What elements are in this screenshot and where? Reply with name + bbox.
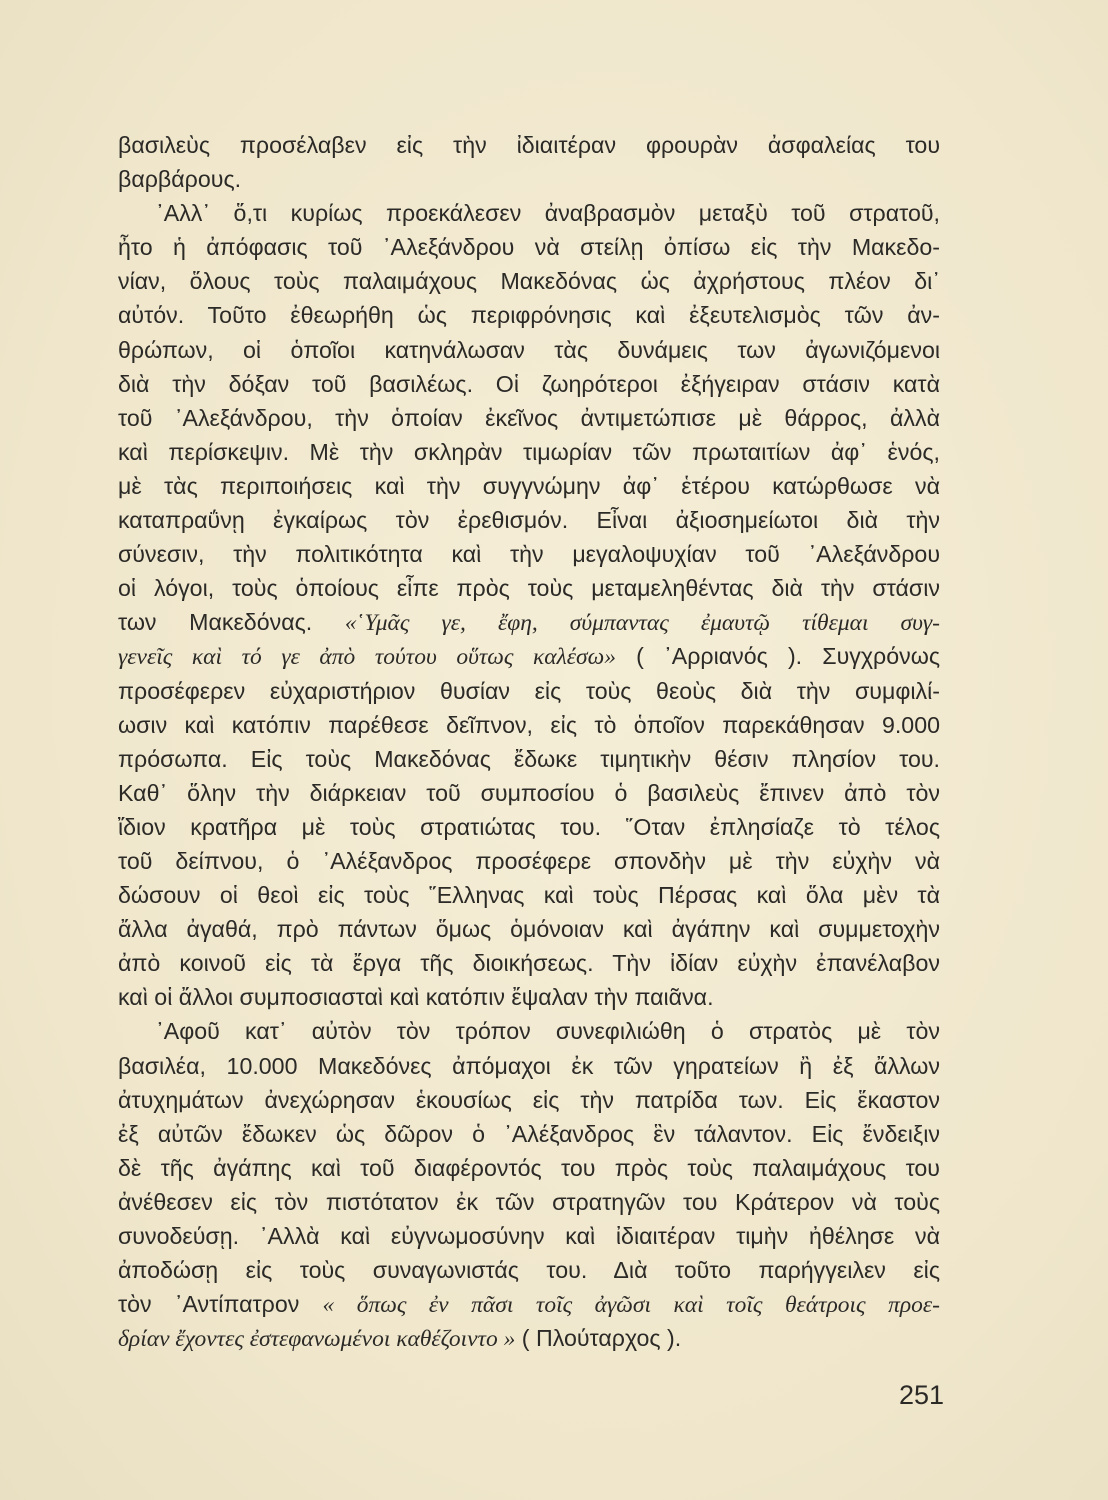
text-line-with-quote (118, 1287, 940, 1321)
text-segment: των Μακεδόνας. (118, 609, 345, 636)
plutarch-quote: δρίαν ἔχοντες ἐστεφανωμένοι καθέζοιντο » (118, 1326, 516, 1353)
text-segment: ( ᾿Αρριανός ). Συγχρόνως (615, 643, 940, 670)
text-line: δὲ τῆς ἀγάπης καὶ τοῦ διαφέροντός του πρὸς τοὺς παλαιμάχους του (118, 1154, 940, 1181)
text-line: καταπραΰνῃ ἐγκαίρως τὸν ἐρεθισμόν. Εἶναι ἀξιοσημείωτοι διὰ τὴν (118, 507, 940, 534)
text-line: αὐτόν. Τοῦτο ἐθεωρήθη ὡς περιφρόνησις καὶ ἐξευτελισμὸς τῶν ἀν- (118, 302, 940, 329)
text-segment: τὸν ᾿Αντίπατρον (118, 1291, 323, 1318)
text-line: ἦτο ἡ ἀπόφασις τοῦ ᾿Αλεξάνδρου νὰ στείλῃ ὀπίσω εἰς τὴν Μακεδο- (118, 234, 940, 261)
text-line: βασιλέα, 10.000 Μακεδόνες ἀπόμαχοι ἐκ τῶν γηρατείων ἢ ἐξ ἄλλων (118, 1052, 940, 1079)
paragraph-start: ᾿Αφοῦ κατ᾿ αὐτὸν τὸν τρόπον συνεφιλιώθη ὁ στρατὸς μὲ τὸν (156, 1018, 940, 1045)
text-line: πρόσωπα. Εἰς τοὺς Μακεδόνας ἔδωκε τιμητικὴν θέσιν πλησίον του. (118, 745, 940, 772)
text-line: βαρβάρους. (118, 166, 242, 193)
arrian-quote: γενεῖς καὶ τό γε ἀπὸ τούτου οὕτως καλέσω» (118, 644, 616, 671)
text-line: νίαν, ὅλους τοὺς παλαιμάχους Μακεδόνας ὡς ἀχρήστους πλέον δι᾿ (118, 268, 940, 295)
text-line: συνοδεύσῃ. ᾿Αλλὰ καὶ εὐγνωμοσύνην καὶ ἰδιαιτέραν τιμὴν ἠθέλησε νὰ (118, 1223, 940, 1249)
text-line: δώσουν οἱ θεοὶ εἰς τοὺς ῞Ελληνας καὶ τοὺς Πέρσας καὶ ὅλα μὲν τὰ (118, 882, 940, 909)
text-line: ἀτυχημάτων ἀνεχώρησαν ἑκουσίως εἰς τὴν πατρίδα των. Εἰς ἕκαστον (118, 1086, 940, 1113)
text-line: ἀποδώσῃ εἰς τοὺς συναγωνιστάς του. Διὰ τοῦτο παρήγγειλεν εἰς (118, 1257, 940, 1284)
text-line: θρώπων, οἱ ὁποῖοι κατηνάλωσαν τὰς δυνάμεις των ἀγωνιζόμενοι (118, 336, 940, 363)
text-line: τοῦ ᾿Αλεξάνδρου, τὴν ὁποίαν ἐκεῖνος ἀντιμετώπισε μὲ θάρρος, ἀλλὰ (118, 404, 940, 431)
text-line: καὶ περίσκεψιν. Μὲ τὴν σκληρὰν τιμωρίαν τῶν πρωταιτίων ἀφ᾿ ἑνός, (118, 438, 940, 465)
body-text (118, 128, 940, 1355)
text-line: ἀνέθεσεν εἰς τὸν πιστότατον ἐκ τῶν στρατηγῶν του Κράτερον νὰ τοὺς (118, 1188, 940, 1215)
text-line: διὰ τὴν δόξαν τοῦ βασιλέως. Οἱ ζωηρότεροι ἐξήγειραν στάσιν κατὰ (118, 370, 940, 397)
text-line-with-quote (118, 1321, 940, 1355)
text-line: ἀπὸ κοινοῦ εἰς τὰ ἔργα τῆς διοικήσεως. Τὴν ἰδίαν εὐχὴν ἐπανέλαβον (118, 950, 940, 977)
text-line: προσέφερεν εὐχαριστήριον θυσίαν εἰς τοὺς θεοὺς διὰ τὴν συμφιλί- (118, 677, 940, 704)
arrian-quote: «῾Υμᾶς γε, ἔφη, σύμπαντας ἐμαυτῷ τίθεμαι συγ- (344, 610, 941, 637)
text-line-with-quote (118, 639, 940, 673)
text-segment: ( Πλούταρχος ). (515, 1325, 682, 1352)
plutarch-quote: « ὅπως ἐν πᾶσι τοῖς ἀγῶσι καὶ τοῖς θεάτροις προε- (322, 1292, 941, 1319)
text-line: ἄλλα ἀγαθά, πρὸ πάντων ὅμως ὁμόνοιαν καὶ ἀγάπην καὶ συμμετοχὴν (118, 916, 940, 943)
text-line: τοῦ δείπνου, ὁ ᾿Αλέξανδρος προσέφερε σπονδὴν μὲ τὴν εὐχὴν νὰ (118, 847, 940, 874)
text-line: ωσιν καὶ κατόπιν παρέθεσε δεῖπνον, εἰς τὸ ὁποῖον παρεκάθησαν 9.000 (118, 711, 940, 738)
paragraph-start: ᾿Αλλ᾿ ὅ,τι κυρίως προεκάλεσεν ἀναβρασμὸν μεταξὺ τοῦ στρατοῦ, (156, 200, 940, 227)
text-line-with-quote (118, 605, 940, 639)
text-line: ἴδιον κρατῆρα μὲ τοὺς στρατιώτας του. ῞Οταν ἐπλησίαζε τὸ τέλος (118, 813, 940, 840)
text-line: ἐξ αὐτῶν ἔδωκεν ὡς δῶρον ὁ ᾿Αλέξανδρος ἓν τάλαντον. Εἰς ἔνδειξιν (118, 1120, 940, 1147)
text-line: βασιλεὺς προσέλαβεν εἰς τὴν ἰδιαιτέραν φρουρὰν ἀσφαλείας του (118, 132, 940, 158)
text-line: μὲ τὰς περιποιήσεις καὶ τὴν συγγνώμην ἀφ᾿ ἑτέρου κατώρθωσε νὰ (118, 472, 940, 499)
text-line: σύνεσιν, τὴν πολιτικότητα καὶ τὴν μεγαλοψυχίαν τοῦ ᾿Αλεξάνδρου (118, 541, 940, 568)
text-line: οἱ λόγοι, τοὺς ὁποίους εἶπε πρὸς τοὺς μεταμεληθέντας διὰ τὴν στάσιν (118, 575, 940, 602)
text-line: καὶ οἱ ἄλλοι συμποσιασταὶ καὶ κατόπιν ἔψαλαν τὴν παιᾶνα. (118, 984, 714, 1011)
text-line: Καθ᾿ ὅλην τὴν διάρκειαν τοῦ συμποσίου ὁ βασιλεὺς ἔπινεν ἀπὸ τὸν (118, 779, 940, 806)
page-number: 251 (898, 1380, 944, 1410)
